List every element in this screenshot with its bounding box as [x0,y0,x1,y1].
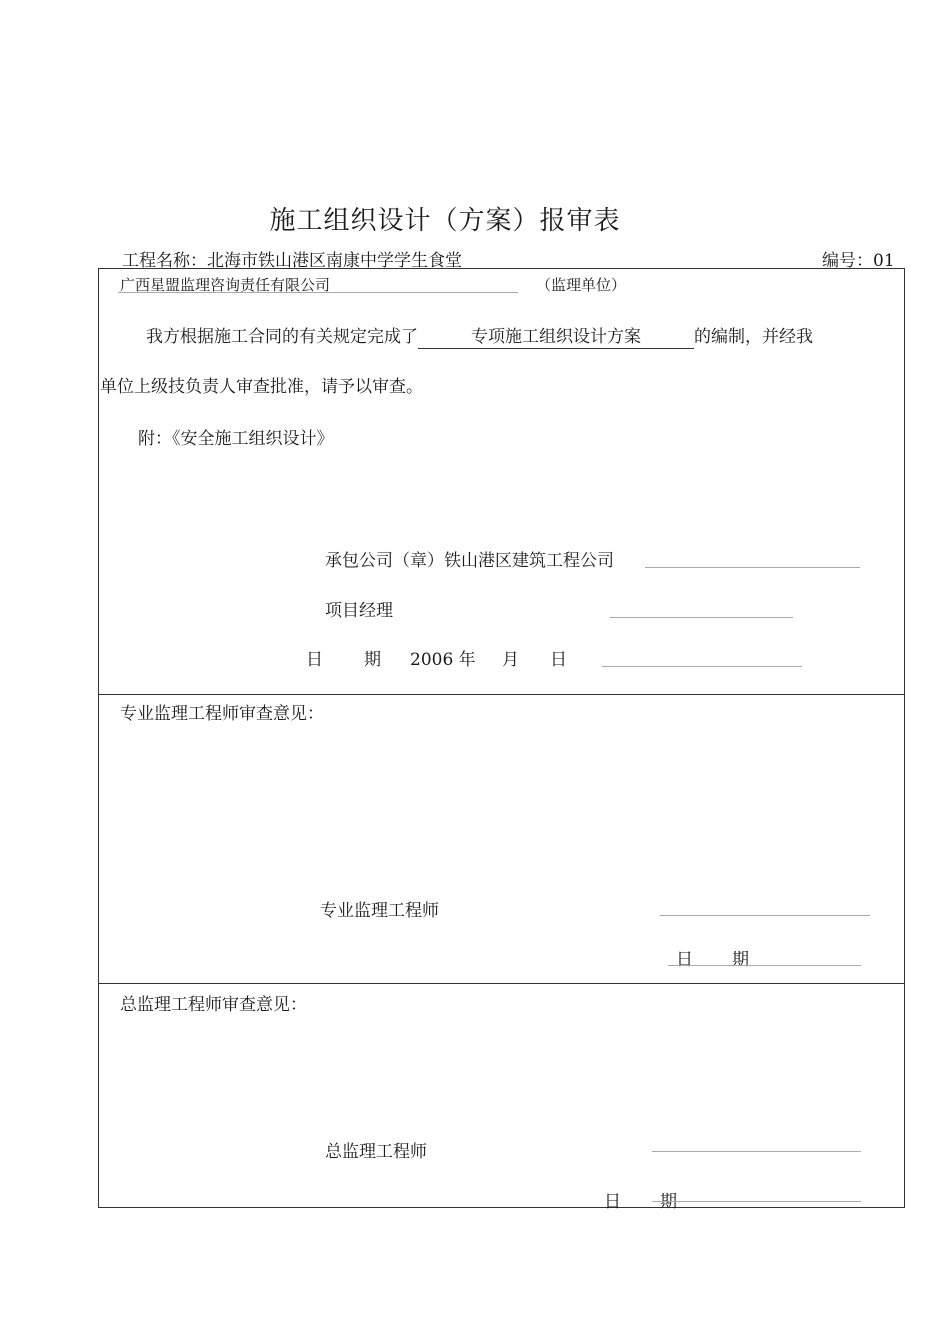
chief-date-line [652,1201,861,1202]
engineer-label: 专业监理工程师 [320,901,439,921]
supervisor-company: 广西星盟监理咨询责任有限公司 [120,276,331,294]
supervisor-company-line [118,292,518,293]
engineer-review-section [98,693,905,984]
body-blank: 专项施工组织设计方案 [418,322,694,349]
contractor-label: 承包公司（章）铁山港区建筑工程公司 [325,551,614,571]
manager-label: 项目经理 [325,601,393,621]
date-year: 2006 年 [410,650,476,670]
page-title: 施工组织设计（方案）报审表 [269,206,621,236]
date-ri: 日 [306,650,323,670]
chief-review-heading: 总监理工程师审查意见： [120,995,307,1015]
date-day: 日 [550,650,567,670]
chief-date-qi: 期 [660,1192,677,1212]
chief-label: 总监理工程师 [325,1142,427,1162]
chief-signature-line [652,1151,861,1152]
body-paragraph-line1 [146,322,813,349]
project-name: 工程名称：北海市铁山港区南康中学学生食堂 [122,251,462,271]
document-number: 编号：01 [822,251,895,271]
supervisor-suffix: （监理单位） [536,276,627,294]
engineer-signature-line [660,915,870,916]
date-line [602,666,802,667]
chief-date-ri: 日 [604,1192,621,1212]
body-prefix: 我方根据施工合同的有关规定完成了 [146,327,418,347]
manager-signature-line [610,617,793,618]
engineer-date-qi: 期 [732,950,749,970]
engineer-date-ri: 日 [676,950,693,970]
date-month: 月 [502,650,519,670]
engineer-review-heading: 专业监理工程师审查意见： [120,704,324,724]
chief-review-section [98,983,905,1208]
date-qi: 期 [364,650,381,670]
body-suffix: 的编制，并经我 [694,327,813,347]
body-paragraph-line2: 单位上级技负责人审查批准，请予以审查。 [100,377,423,397]
attachment-note: 附：《安全施工组织设计》 [138,429,334,449]
contractor-line [645,567,860,568]
engineer-date-line [668,965,861,966]
